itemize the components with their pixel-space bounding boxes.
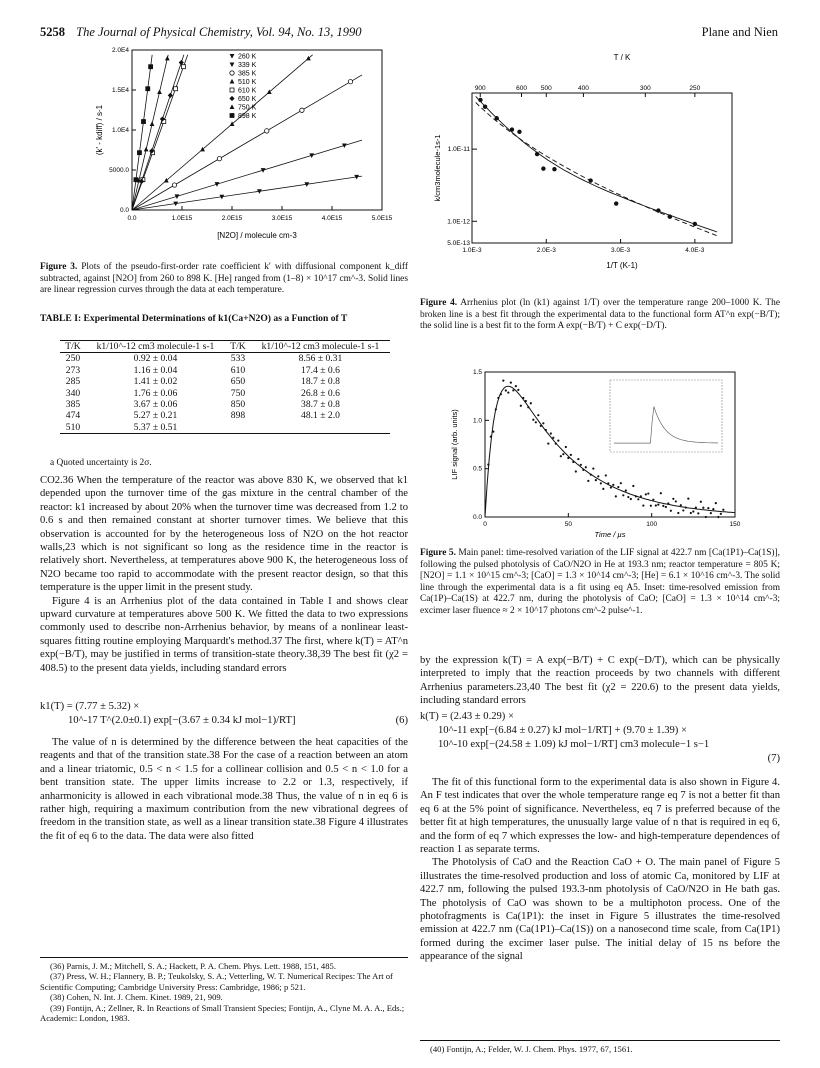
- legend-entry: 260 K: [238, 53, 257, 61]
- y-tick-label: 0.0: [119, 207, 129, 214]
- data-point: [540, 425, 542, 427]
- x-tick-label: 3.0E-3: [610, 247, 631, 254]
- table-cell-temperature: 610: [230, 364, 246, 376]
- data-point: [557, 440, 559, 442]
- data-point: [702, 507, 704, 509]
- figure-4-caption: [420, 298, 780, 333]
- data-point: [500, 393, 502, 395]
- data-point: [495, 408, 497, 410]
- data-point: [567, 457, 569, 459]
- table-1-title: TABLE I: Experimental Determinations of k1(Ca+N2O) as a Function of T: [40, 313, 348, 324]
- data-point: [657, 504, 659, 506]
- data-point: [507, 391, 509, 393]
- data-point: [157, 89, 162, 94]
- table-cell-temperature: 898: [230, 410, 246, 422]
- data-point: [541, 166, 545, 170]
- figure-5-label: Figure 5.: [420, 548, 456, 558]
- y-axis-label: LIF signal (arb. units): [450, 409, 459, 480]
- x-axis-label: [N2O] / molecule cm-3: [217, 231, 297, 240]
- y-tick-label: 0.0: [472, 514, 482, 521]
- figure-3-caption-text: Plots of the pseudo-first-order rate coefficient k′ with diffusional component k_diff subtracted, against [N2O] from 260 to 898 K. [He] ranged from (1–8) × 10^17 cm^-3. Solid lines are linear regression curves through the data at each temperature.: [40, 262, 408, 296]
- right-column-text: [420, 654, 780, 708]
- data-point: [672, 498, 674, 500]
- data-point: [665, 506, 667, 508]
- y-tick-label: 2.0E4: [112, 47, 129, 54]
- table-cell-temperature: 510: [60, 422, 86, 434]
- data-point: [495, 116, 499, 120]
- eq7-line-2: 10^-11 exp[−(6.84 ± 0.27) kJ mol−1/RT] + (9.70 ± 1.39) ×: [438, 725, 687, 736]
- y-tick-label: 1.0E4: [112, 127, 129, 134]
- data-point: [690, 512, 692, 514]
- data-point: [150, 121, 155, 126]
- data-point: [230, 104, 235, 109]
- figure-5-caption: [420, 548, 780, 618]
- y-tick-label: 1.0E-11: [447, 146, 470, 154]
- left-paragraph-2: Figure 4 is an Arrhenius plot of the data contained in Table I and shows clear upward curvature at temperatures above 500 K. We fitted the data to two expressions commonly used to describe non-Arrhenius behavior, by means of a nonlinear least-squares fitting routine employing Marquardt's method.37 The first, where k(T) = AT^n exp(−B/T), may be justified in terms of transition-state theory.38,39 The best fit (χ2 = 408.5) to the present data yields, including standard errors: [40, 595, 408, 674]
- x-tick-label: 4.0E15: [321, 215, 343, 222]
- table-cell-rate: [251, 422, 390, 434]
- table-header-t: T/K: [60, 341, 86, 353]
- data-point: [640, 495, 642, 497]
- data-point: [595, 479, 597, 481]
- figure-5-chart: [445, 352, 765, 552]
- data-point: [682, 509, 684, 511]
- table-header-t-2: T/K: [225, 341, 251, 353]
- data-point: [707, 507, 709, 509]
- right-paragraph-3: The Photolysis of CaO and the Reaction CaO + O. The main panel of Figure 5 illustrates the time-resolved production and loss of atomic Ca, monitored by LIF at 422.7 nm, following the pulsed 193.3-nm photolysis of CaO/N2O in He bath gas. The photolysis of CaO was shown to be a multiphoton process. One of the photofragments is Ca(1P1): the inset in Figure 5 illustrates the time-resolved emission at 422.7 nm (Ca(1P1)–Ca(1S)) on a nanosecond time scale, from Ca(1P1) formed during the excimer laser pulse. The initial delay of 15 ns before the appearance of the signal: [420, 857, 780, 963]
- journal-name: The Journal of Physical Chemistry, Vol. 94, No. 13, 1990: [76, 25, 362, 39]
- data-point: [710, 512, 712, 514]
- data-point: [505, 389, 507, 391]
- fig4-frame: [472, 93, 732, 243]
- data-point: [229, 96, 234, 101]
- data-point: [517, 130, 521, 134]
- data-point: [510, 127, 514, 131]
- table-cell-rate: 5.37 ± 0.51: [86, 422, 225, 434]
- x-tick-label: 4.0E-3: [685, 247, 705, 254]
- top-tick-label: 300: [639, 85, 651, 92]
- data-point: [685, 506, 687, 508]
- table-cell-rate: 38.7 ± 0.8: [301, 399, 340, 411]
- data-point: [265, 129, 269, 133]
- table-cell-rate: 26.8 ± 0.6: [301, 387, 340, 399]
- data-point: [230, 54, 235, 59]
- data-point: [592, 467, 594, 469]
- regression-line: [132, 55, 313, 210]
- data-point: [565, 446, 567, 448]
- data-point: [572, 461, 574, 463]
- data-point: [700, 501, 702, 503]
- table-cell-temperature: 474: [65, 410, 81, 422]
- table-cell-rate: 8.56 ± 0.31: [298, 353, 343, 365]
- data-point: [668, 214, 672, 218]
- data-point: [532, 419, 534, 421]
- data-point: [512, 389, 514, 391]
- equation-6: [40, 700, 408, 728]
- left-paragraph-1: CO2.36 When the temperature of the reactor was above 830 K, we observed that k1 depended upon the turnover time of the gas mixture in the central chamber of the reactor: k1 increased by about 20% when the turnover time was decreased from 1.2 to 0.6 s and then remained constant at shorter turnover times. We believe that this observation is accounted for by the heterogeneous loss of N2O on the hot reactor walls,23 which is not significant so long as the residence time in the reactor is relatively short. Nevertheless, at temperatures above 900 K, the heterogeneous loss of N2O became too rapid to accommodate with the present reactor design, so that this temperature is the upper limit in the present study.: [40, 475, 408, 594]
- y-tick-label: 0.5: [472, 465, 482, 473]
- top-tick-label: 500: [540, 85, 552, 92]
- figure-3-caption: [40, 262, 408, 297]
- regression-line: [132, 140, 362, 210]
- data-point: [617, 486, 619, 488]
- data-point: [677, 512, 679, 514]
- table-cell-rate: 1.41 ± 0.02: [133, 376, 178, 388]
- table-header-k: k1/10^-12 cm3 molecule-1 s-1: [86, 341, 225, 353]
- legend-entry: 385 K: [238, 70, 257, 78]
- data-point: [687, 498, 689, 500]
- data-point: [722, 509, 724, 511]
- data-point: [555, 443, 557, 445]
- legend-entry: 339 K: [238, 62, 257, 69]
- table-row: [60, 388, 390, 399]
- table-cell-temperature: 850: [230, 399, 246, 411]
- reference-item: (40) Fontijn, A.; Felder, W. J. Chem. Phys. 1977, 67, 1561.: [430, 1044, 633, 1054]
- table-cell-rate: 0.92 ± 0.04: [133, 353, 178, 365]
- figure-3-chart: [92, 40, 392, 255]
- data-point: [141, 120, 145, 124]
- data-point: [705, 516, 707, 518]
- data-point: [547, 442, 549, 444]
- eq7-number: (7): [767, 753, 780, 764]
- data-point: [670, 510, 672, 512]
- data-point: [527, 406, 529, 408]
- data-point: [625, 489, 627, 491]
- table-cell-temperature: 285: [65, 376, 81, 388]
- x-tick-label: 2.0E-3: [536, 247, 556, 254]
- data-point: [545, 429, 547, 431]
- data-point: [620, 482, 622, 484]
- table-row: [60, 353, 390, 365]
- data-point: [655, 504, 657, 506]
- table-cell-temperature: 650: [230, 376, 246, 388]
- table-cell-rate: 18.7 ± 0.8: [301, 376, 340, 388]
- data-point: [585, 466, 587, 468]
- data-point: [630, 498, 632, 500]
- x-tick-label: 100: [646, 521, 658, 528]
- figure-5-caption-text: Main panel: time-resolved variation of the LIF signal at 422.7 nm [Ca(1P1)–Ca(1S)], following the pulsed photolysis of CaO/N2O in He at 193.3 nm; reactor temperature = 805 K; [N2O] = 1.1 × 10^15 cm^-3; [CaO] = 1.3 × 10^14 cm^-3; [He] = 6.1 × 10^16 cm^-3. The solid line through the experimental data is a fit using eq A5. Inset: time-resolved emission from Ca(1P)–Ca(1S) at 422.7 nm, during the photolysis of CaO; [CaO] = 1.3 × 10^14 cm^-3; excimer laser fluence ≈ 2 × 10^17 photons cm^-2 pulse^-1.: [420, 548, 781, 616]
- table-row: [60, 376, 390, 387]
- running-authors: Plane and Nien: [701, 25, 778, 39]
- data-point: [165, 56, 170, 61]
- x-tick-label: 1.0E15: [171, 215, 193, 222]
- y-tick-label: 1.5E4: [112, 87, 129, 94]
- data-point: [502, 380, 504, 382]
- x-tick-label: 3.0E15: [271, 215, 293, 222]
- top-axis-label: T / K: [613, 53, 631, 62]
- reference-item: (36) Parnis, J. M.; Mitchell, S. A.; Hackett, P. A. Chem. Phys. Lett. 1988, 151, 485.: [50, 961, 336, 971]
- data-point: [172, 183, 176, 187]
- data-point: [537, 414, 539, 416]
- table-header-k-2: k1/10^-12 cm3 molecule-1 s-1: [251, 341, 390, 353]
- data-point: [535, 421, 537, 423]
- regression-line: [132, 55, 168, 210]
- regression-line: [132, 55, 188, 210]
- data-point: [720, 513, 722, 515]
- data-point: [712, 508, 714, 510]
- table-row: [60, 422, 390, 434]
- equation-7: [420, 710, 780, 766]
- y-axis-label: (k' - kdiff) / s-1: [95, 104, 104, 156]
- table-cell-rate: 48.1 ± 2.0: [301, 410, 340, 422]
- data-point: [300, 108, 304, 112]
- data-point: [580, 464, 582, 466]
- data-point: [570, 454, 572, 456]
- reference-item: (39) Fontijn, A.; Zellner, R. In Reactions of Small Transient Species; Fontijn, A., Clyne M. A. A., Eds.; Academic: London, 1983.: [40, 1002, 405, 1024]
- data-point: [695, 507, 697, 509]
- data-point: [492, 431, 494, 433]
- table-cell-rate: 17.4 ± 0.6: [301, 364, 340, 376]
- fit-line-eq7: [476, 96, 717, 232]
- figure-3-label: Figure 3.: [40, 262, 78, 272]
- table-cell-temperature: 250: [65, 353, 81, 365]
- data-point: [230, 63, 235, 68]
- data-point: [230, 79, 235, 84]
- data-point: [535, 152, 539, 156]
- regression-line: [132, 55, 152, 210]
- data-point: [642, 504, 644, 506]
- right-paragraph-1: by the expression k(T) = A exp(−B/T) + C exp(−D/T), which can be physically interpreted to imply that the reaction proceeds by two channels with different Arrhenius parameters.23,40 The best fit (χ2 = 220.6) to the present data yields, including standard errors: [420, 655, 780, 707]
- table-cell-temperature: 340: [65, 387, 81, 399]
- data-point: [552, 167, 556, 171]
- table-1: [60, 340, 390, 434]
- y-tick-label: 1.0: [472, 417, 482, 425]
- inset-frame: [610, 380, 722, 452]
- data-point: [181, 65, 185, 69]
- data-point: [715, 502, 717, 504]
- data-point: [622, 494, 624, 496]
- reference-item: (37) Press, W. H.; Flannery, B. P.; Teukolsky, S. A.; Vetterling, W. T. Numerical Recipes: The Art of Scientific Computing; Cambridge University Press: Cambridge, 1986; p 521.: [40, 971, 393, 992]
- right-paragraph-2: The fit of this functional form to the experimental data is also shown in Figure 4. An F test indicates that over the whole temperature range eq 7 is not a better fit than eq 6 at the 5% point of significance. Nevertheless, eq 7 is preferred because of the better fit at high temperatures, the unusually large value of n that is required in eq 6, and the form of eq 7 which expresses the low- and high-temperature dependences of reaction 1 as separate terms.: [420, 777, 780, 856]
- table-row: [60, 365, 390, 376]
- data-point: [174, 87, 178, 91]
- data-point: [680, 504, 682, 506]
- data-point: [717, 516, 719, 518]
- y-tick-label: 1.5: [472, 369, 482, 376]
- left-column-text: [40, 474, 408, 675]
- data-point: [149, 65, 153, 69]
- data-point: [510, 381, 512, 383]
- data-point: [230, 88, 234, 92]
- x-tick-label: 50: [564, 521, 572, 528]
- data-point: [605, 474, 607, 476]
- table-cell-rate: 1.16 ± 0.04: [133, 364, 178, 376]
- y-tick-label: 5.0E-13: [447, 240, 470, 247]
- fit-line-eq6: [476, 103, 717, 236]
- data-point: [610, 486, 612, 488]
- data-point: [588, 178, 592, 182]
- right-references: [420, 1040, 780, 1054]
- data-point: [478, 98, 482, 102]
- data-point: [230, 71, 234, 75]
- y-axis-label: k/cm3molecule-1s-1: [433, 134, 442, 202]
- data-point: [560, 455, 562, 457]
- table-cell-rate: 5.27 ± 0.21: [133, 410, 178, 422]
- x-axis-label: 1/T (K-1): [606, 261, 638, 270]
- top-tick-label: 600: [516, 85, 527, 92]
- table-cell-temperature: 750: [230, 387, 246, 399]
- data-point: [652, 499, 654, 501]
- data-point: [575, 470, 577, 472]
- data-point: [612, 484, 614, 486]
- eq6-number: (6): [395, 715, 408, 726]
- figure-4-caption-text: Arrhenius plot (ln (k1) against 1/T) over the temperature range 200–1000 K. The broken line is a best fit through the experimental data to the functional form AT^n exp(−B/T); the solid line is a best fit to the form A exp(−B/T) + C exp(−D/T).: [420, 298, 780, 332]
- data-point: [692, 510, 694, 512]
- x-axis-label: Time / µs: [594, 530, 626, 539]
- data-point: [550, 432, 552, 434]
- data-point: [697, 512, 699, 514]
- figure-4-label: Figure 4.: [420, 298, 458, 308]
- data-point: [487, 464, 489, 466]
- data-point: [517, 389, 519, 391]
- data-point: [635, 495, 637, 497]
- data-point: [348, 79, 352, 83]
- data-point: [134, 178, 138, 182]
- data-point: [146, 87, 150, 91]
- legend-entry: 610 K: [238, 87, 257, 95]
- data-point: [497, 397, 499, 399]
- x-tick-label: 0: [483, 521, 487, 528]
- data-point: [515, 385, 517, 387]
- table-cell-rate: 1.76 ± 0.06: [133, 387, 178, 399]
- data-point: [144, 147, 149, 152]
- x-tick-label: 0.0: [127, 215, 137, 222]
- data-point: [542, 422, 544, 424]
- eq6-line-1: k1(T) = (7.77 ± 5.32) ×: [40, 701, 140, 712]
- left-column-text-2: [40, 736, 408, 843]
- figure-4-chart: [430, 48, 750, 273]
- table-row: [60, 399, 390, 410]
- top-tick-label: 250: [689, 85, 701, 92]
- table-cell-temperature: 533: [230, 353, 246, 365]
- y-tick-label: 1.0E-12: [447, 218, 470, 226]
- data-point: [614, 201, 618, 205]
- data-point: [137, 151, 141, 155]
- legend-entry: 750 K: [238, 104, 257, 112]
- data-point: [602, 488, 604, 490]
- data-point: [587, 480, 589, 482]
- data-point: [577, 458, 579, 460]
- data-point: [582, 469, 584, 471]
- table-row: [60, 410, 390, 421]
- data-point: [675, 500, 677, 502]
- data-point: [520, 405, 522, 407]
- data-point: [590, 474, 592, 476]
- right-column-text-2: [420, 776, 780, 964]
- x-tick-label: 2.0E15: [221, 215, 243, 222]
- data-point: [632, 485, 634, 487]
- data-point: [662, 505, 664, 507]
- data-point: [667, 502, 669, 504]
- left-references: [40, 957, 408, 1023]
- x-tick-label: 1.0E-3: [462, 247, 482, 254]
- y-tick-label: 5000.0: [109, 167, 129, 174]
- data-point: [615, 495, 617, 497]
- data-point: [607, 482, 609, 484]
- x-tick-label: 5.0E15: [371, 215, 392, 222]
- page-number: 5258: [40, 25, 65, 39]
- data-point: [645, 493, 647, 495]
- data-point: [525, 400, 527, 402]
- data-point: [562, 453, 564, 455]
- reference-item: (38) Cohen, N. Int. J. Chem. Kinet. 1989, 21, 909.: [50, 992, 223, 1003]
- left-paragraph-3: The value of n is determined by the difference between the heat capacities of the reagents and that of the transition state.38 For the case of a reaction between an atom and a linear triatomic, 0.5 < n < 1.5 for a collinear collision and 0.5 < n < 1.0 for a bent transition state. The upper limits increase to 2.2 or 1.3, respectively, if anharmonicity is allowed in each vibrational mode.38 Thus, the value of n in eq 6 is rather high, requiring a maximum contribution from the new vibrational degrees of freedom in the transition state, as well as a linear transition state.38 Figure 4 illustrates the fit of eq 6 to the data. The data were also fitted: [40, 737, 408, 842]
- data-point: [600, 482, 602, 484]
- data-point: [230, 114, 234, 118]
- eq6-line-2: 10^-17 T^(2.0±0.1) exp[−(3.67 ± 0.34 kJ mol−1)/RT]: [68, 715, 296, 726]
- data-point: [627, 496, 629, 498]
- data-point: [660, 492, 662, 494]
- eq7-line-3: 10^-10 exp[−(24.58 ± 1.09) kJ mol−1/RT] cm3 molecule−1 s−1: [438, 739, 710, 750]
- data-point: [490, 436, 492, 438]
- table-cell-temperature: [225, 422, 251, 434]
- table-cell-temperature: 273: [65, 364, 81, 376]
- fig3-frame: [132, 50, 382, 210]
- table-cell-temperature: 385: [65, 399, 81, 411]
- table-1-footnote: a Quoted uncertainty is 2σ.: [50, 458, 152, 468]
- data-point: [522, 397, 524, 399]
- table-cell-rate: 3.67 ± 0.06: [133, 399, 178, 411]
- data-point: [693, 222, 697, 226]
- eq7-line-1: k(T) = (2.43 ± 0.29) ×: [420, 711, 514, 722]
- data-point: [530, 402, 532, 404]
- data-point: [217, 156, 221, 160]
- data-point: [650, 505, 652, 507]
- legend-entry: 898 K: [238, 113, 257, 120]
- legend-entry: 650 K: [238, 96, 257, 103]
- data-point: [597, 475, 599, 477]
- data-point: [647, 492, 649, 494]
- legend-entry: 510 K: [238, 79, 257, 86]
- data-point: [483, 105, 487, 109]
- top-tick-label: 900: [474, 85, 486, 92]
- top-tick-label: 400: [577, 85, 589, 92]
- data-point: [637, 498, 639, 500]
- page-header: [40, 25, 362, 40]
- x-tick-label: 150: [729, 521, 741, 528]
- data-point: [552, 437, 554, 439]
- data-point: [656, 208, 660, 212]
